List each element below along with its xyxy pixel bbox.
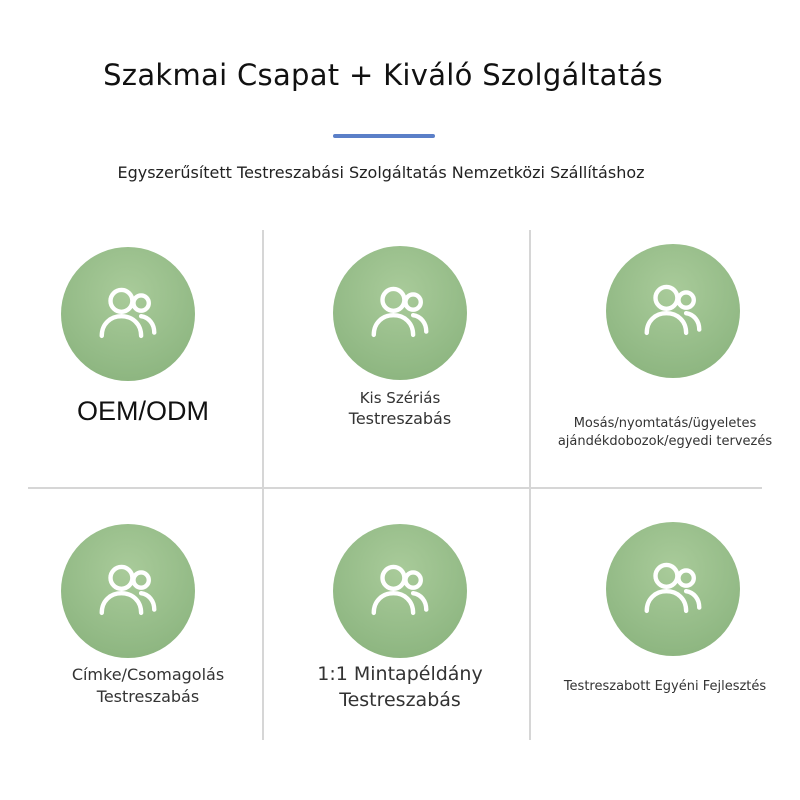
users-icon [93, 279, 163, 349]
users-icon [365, 278, 435, 348]
service-label-custom-development: Testreszabott Egyéni Fejlesztés [563, 679, 767, 694]
service-icon-circle [61, 247, 195, 381]
page-title: Szakmai Csapat + Kiváló Szolgáltatás [103, 58, 663, 92]
service-icon-circle [333, 524, 467, 658]
users-icon [638, 554, 708, 624]
title-underline [333, 134, 435, 138]
page-subtitle: Egyszerűsített Testreszabási Szolgáltatás Nemzetközi Szállításhoz [117, 163, 645, 182]
service-label-label-packaging: Címke/Csomagolás Testreszabás [71, 665, 225, 706]
service-icon-circle [606, 244, 740, 378]
users-icon [365, 556, 435, 626]
service-icon-circle [606, 522, 740, 656]
grid-divider-vertical-2 [529, 230, 531, 740]
service-label-small-batch: Kis Szériás Testreszabás [348, 389, 452, 429]
service-label-printing-giftbox: Mosás/nyomtatás/ügyeletes ajándékdobozok/egyedi tervezés [557, 416, 773, 449]
service-label-sample-customization: 1:1 Mintapéldány Testreszabás [317, 663, 483, 711]
service-icon-circle [61, 524, 195, 658]
users-icon [638, 276, 708, 346]
service-icon-circle [333, 246, 467, 380]
grid-divider-horizontal [28, 487, 762, 489]
users-icon [93, 556, 163, 626]
service-label-oem-odm: OEM/ODM [77, 396, 209, 426]
